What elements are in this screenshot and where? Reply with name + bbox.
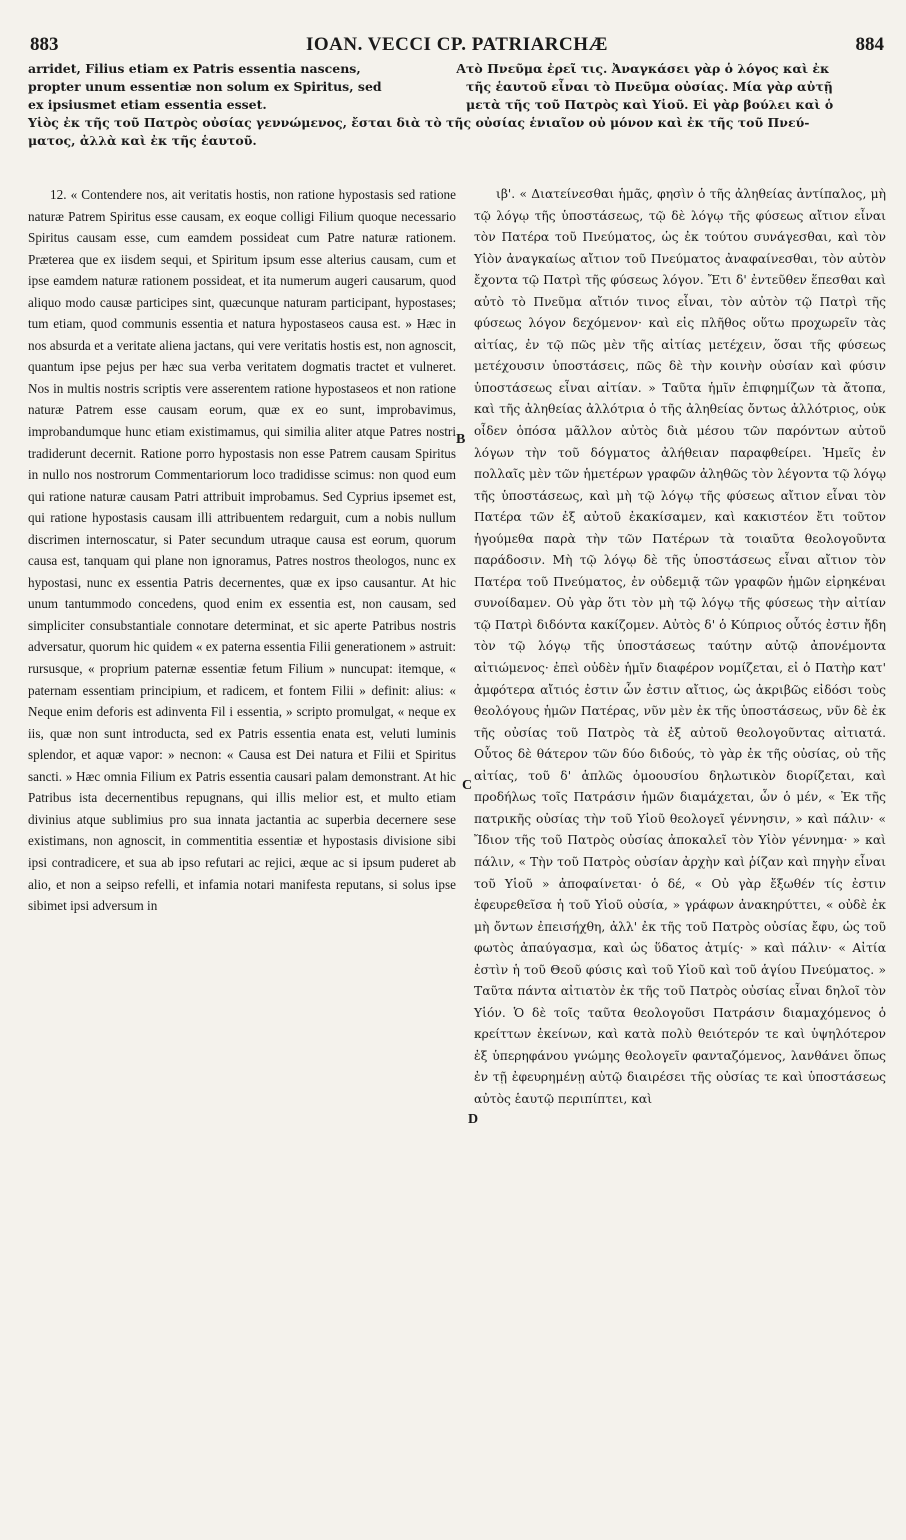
margin-letter-a: A <box>456 62 467 77</box>
carryover-line <box>28 78 886 96</box>
greek-full-width-line: ματος, ἀλλὰ καὶ ἐκ τῆς ἑαυτοῦ. <box>28 133 257 148</box>
latin-carryover-line: ex ipsiusmet etiam essentia esset. <box>28 97 267 112</box>
greek-carryover-line: τῆς ἑαυτοῦ εἶναι τὸ Πνεῦμα οὐσίας. Μία γὰρ αὐτῇ <box>466 79 833 94</box>
margin-letter-c: C <box>462 778 473 793</box>
running-title: IOAN. VECCI CP. PATRIARCHÆ <box>305 34 609 55</box>
latin-carryover-line: propter unum essentiæ non solum ex Spiritus, sed <box>28 79 382 94</box>
greek-column <box>474 184 886 1111</box>
greek-carryover-line: μετὰ τῆς τοῦ Πατρὸς καὶ Υἱοῦ. Εἰ γὰρ βούλει καὶ ὁ <box>466 97 834 112</box>
latin-carryover-line: arridet, Filius etiam ex Patris essentia nascens, <box>28 61 361 76</box>
right-page-number: 884 <box>855 34 884 55</box>
latin-column <box>28 184 456 917</box>
left-page-number: 883 <box>30 34 59 55</box>
latin-paragraph: 12. « Contendere nos, ait veritatis hostis, non ratione hypostasis sed ratione naturæ Patrem Spiritus esse causam, ex eoque colligi Filium quoque necessario Spiritus causam esse, cum eamdem possideat cum Patre naturæ rationem. Præterea que ex iisdem sequi, et Spiritum ipsum esse alterius causam, cum et ipse eamdem naturæ rationem possideat, et ita numerum augeri causarum, quod aliquo modo causæ participes sint, quæcunque naturam participant, hypostases; tum etiam, quod communis essentia et natura hypostaseos causa est. » Hæc in nos absurda et a veritate aliena jactans, qui vere veritatis hostis est, non agnoscit, quantum ipse pejus per hæc sua verba veritatem dogmatis tractet et vulneret. Nos in multis nostris scriptis vere asserentem ratione hypostaseos et non ratione naturæ Patrem esse causam eorum, quæ ex eo sunt, improbavimus, improbandumque hunc etiam existimamus, qui similia aliter atque Patres nostri tradiderunt decernit. Ratione porro hypostasis non esse Patrem causam Spiritus in nullo nos nostrorum Commentariorum loco tradidisse scimus: non quod eum qui ratione naturæ causam Patri attribuit improbamus. Sed Cyprius ipsemet est, qui ratione hypostasis causam illi attribuentem redarguit, cum a nobis nullum discrimen internoscatur, si Pater secundum utraque causa est eorum, quorum causa est, tanquam qui plane non ignoramus, Patres nostros theologos, nunc ex hypostasi, nunc ex essentia Patris decernentes, quæ ex ipso causantur. At hic unum tantummodo concedens, quod enim ex essentia est, non causam, sed simpliciter consubstantiale connotare determinat, et sic aperte Patribus nostris adversatur, quorum hic quidem « ex paterna essentia Filii generationem » astruit: rursusque, « proprium paternæ essentiæ fetum Filium » nuncupat: itemque, « paternam essentiam principium, et radicem, et fontem Filii » definit: alius: « Neque enim deforis est adinventa Fil i essentia, » scripto promulgat, « neque ex iis, quæ non sunt introducta, sed ex Patris essentia enata est, veluti luminis splendor, et aquæ vapor: » necnon: « Causa est Dei natura et Filii et Spiritus sancti. » Hæc omnia Filium ex Patris essentia causari palam demonstrant. At hic Patribus ista decernentibus repugnans, qui illis melior est, et multo etiam divinius atque sublimius pro sua innata jactantia ac superbia decernere sese existimans, non agnoscit, in commentitia essentiæ et hypostasis divisione sibi ipsi contradicere, et sua ab ipso refutari ac rejici, æque ac si ipsum puderet ab alio, et non a seipso refelli, et infamia notari manifesta reputans, si solus ipse sibimet ipsi adversum in <box>28 187 456 914</box>
carryover-line <box>28 96 886 114</box>
greek-full-width-line: Υἱὸς ἐκ τῆς τοῦ Πατρὸς οὐσίας γεννώμενος, ἔσται διὰ τὸ τῆς οὐσίας ἑνιαῖον οὐ μόνον καὶ ἐκ τῆς τοῦ Πνεύ- <box>28 115 810 130</box>
greek-paragraph: ιβ'. « Διατείνεσθαι ἡμᾶς, φησὶν ὁ τῆς ἀληθείας ἀντίπαλος, μὴ τῷ λόγῳ τῆς ὑποστάσεως, τῷ δὲ λόγῳ τῆς φύσεως αἴτιον εἶναι τὸν Πατέρα τοῦ Πνεύματος, ὡς ἐκ τούτου συνάγεσθαι, καὶ τὸν Υἱὸν ἀναγκαίως αἴτιον τοῦ Πνεύματος ἀναφαίνεσθαι, τὸν αὐτὸν ἔχοντα τῷ Πατρὶ τῆς φύσεως λόγον. Ἔτι δ' ἐντεῦθεν ἕπεσθαι καὶ αὐτὸ τὸ Πνεῦμα αἴτιόν τινος εἶναι, τὸν αὐτὸν τῷ Πατρὶ τῆς φύσεως λόγον δεχόμενον· καὶ εἰς πλῆθος οὕτω προχωρεῖν τὰς αἰτίας, ἐν τῷ πῶς μὲν τῆς αἰτίας μετέχειν, ὅσαι τῆς φύσεως μετέχουσιν ὑποστάσεις, πῶς δὲ τὴν κοινὴν οὐσίαν καὶ φύσιν ὑποστάσεως εἶναι αἰτίαν. » Ταῦτα ἡμῖν ἐπιφημίζων τὰ ἄτοπα, καὶ τῆς ἀληθείας ἀλλότρια ὁ τῆς ἀληθείας ὄντως ἀλλότριος, οὐκ οἶδεν ὁπόσα μᾶλλον αὐτὸς διὰ μέσου τῶν παρόντων αὐτοῦ λόγων τὴν τοῦ δόγματος ἀλήθειαν παραφθείρει. Ἡμεῖς ἐν πολλαῖς μὲν τῶν ἡμετέρων γραφῶν ἀληθῶς τὸν λέγοντα τῷ λόγῳ τῆς ὑποστάσεως, καὶ μὴ τῷ λόγῳ τῆς φύσεως αἴτιον εἶναι τὸν Πατέρα τῶν ἐξ αὐτοῦ ἐκακίσαμεν, καὶ κακιστέον ἔτι τοῦτον ἡγούμεθα παρὰ τὴν τῶν Πατέρων τὰ τοιαῦτα θεολογοῦντα παράδοσιν. Μὴ τῷ λόγῳ δὲ τῆς ὑποστάσεως εἶναι αἴτιον τὸν Πατέρα τοῦ Πνεύματος, ἐν οὐδεμιᾷ τῶν γραφῶν ἡμῶν εἰρηκέναι συνοίδαμεν. Οὐ γὰρ ὅτι τὸν μὴ τῷ λόγῳ τῆς φύσεως τὴν αἰτίαν τῷ Πατρὶ διδόντα κακίζομεν. Αὐτὸς δ' ὁ Κύπριος οὗτός ἐστιν ἤδη τὸν τῷ λόγῳ τῆς ὑποστάσεως ταύτην αὐτῷ ἀπονέμοντα αἰτιώμενος· ἐπεὶ οὐδὲν ἡμῖν διαφέρον νομίζεται, εἰ ὁ Πατὴρ κατ' ἀμφότερα αἴτιός ἐστιν ὧν ἐστιν αἴτιος, ὡς ἀκριβῶς εἰδόσι τοὺς θεολόγους ἡμῶν Πατέρας, νῦν μὲν ἐκ τῆς ὑποστάσεως, νῦν δὲ ἐκ τῆς οὐσίας τοῦ Πατρὸς τὰ ἐξ αὐτοῦ θεολογοῦντας αἰτιατά. Οὗτος δὲ θάτερον τῶν δύο διδούς, τὸ γὰρ ἐκ τῆς οὐσίας, οὐ τῆς αἰτίας, τοῦ δ' ἁπλῶς ὁμοουσίου δηλωτικὸν διορίζεται, καὶ προδήλως τοῖς Πατράσιν ἡμῶν διαμάχεται, ὧν ὁ μέν, « Ἐκ τῆς πατρικῆς οὐσίας τὴν τοῦ Υἱοῦ θεολογεῖ γέννησιν, » καὶ πάλιν· « Ἴδιον τῆς τοῦ Πατρὸς οὐσίας ἀποκαλεῖ τὸν Υἱὸν γέννημα· » καὶ πάλιν, « Τὴν τοῦ Πατρὸς οὐσίαν ἀρχὴν καὶ ῥίζαν καὶ πηγὴν εἶναι τοῦ Υἱοῦ » ἀποφαίνεται· ὁ δέ, « Οὐ γὰρ ἔξωθέν τίς ἐστιν ἐφευρεθεῖσα ἡ τοῦ Υἱοῦ οὐσία, » γράφων ἀνακηρύττει, « οὐδὲ ἐκ μὴ ὄντων ἐπεισήχθη, ἀλλ' ἐκ τῆς τοῦ Πατρὸς οὐσίας ἔφυ, ὡς τοῦ φωτὸς ἀπαύγασμα, καὶ ὡς ὕδατος ἀτμίς· » καὶ πάλιν· « Αἰτία ἐστὶν ἡ τοῦ Θεοῦ φύσις καὶ τοῦ Υἱοῦ καὶ τοῦ ἁγίου Πνεύματος. » Ταῦτα πάντα αἰτιατὸν ἐκ τῆς τοῦ Πατρὸς οὐσίας εἶναι δηλοῖ τὸν Υἱόν. Ὁ δὲ τοῖς ταῦτα θεολογοῦσι Πατράσιν διαμαχόμενος ὁ κρείττων ἐκείνων, καὶ κατὰ πολὺ θειότερόν τε καὶ ὑψηλότερον ἐξ ὑπερηφάνου γνώμης θεολογεῖν φανταζόμενος, λανθάνει ὅπως ἐν τῇ ἐφευρημένῃ αὐτῷ διαιρέσει τῆς οὐσίας τε καὶ ὑποστάσεως αὐτὸς ἑαυτῷ περιπίπτει, καὶ <box>474 187 886 1106</box>
margin-letter-d: D <box>468 1112 479 1127</box>
greek-carryover-line: τὸ Πνεῦμα ἐρεῖ τις. Ἀναγκάσει γὰρ ὁ λόγος καὶ ἐκ <box>466 61 830 76</box>
margin-letter-b: B <box>456 432 466 447</box>
page-header <box>30 34 884 58</box>
